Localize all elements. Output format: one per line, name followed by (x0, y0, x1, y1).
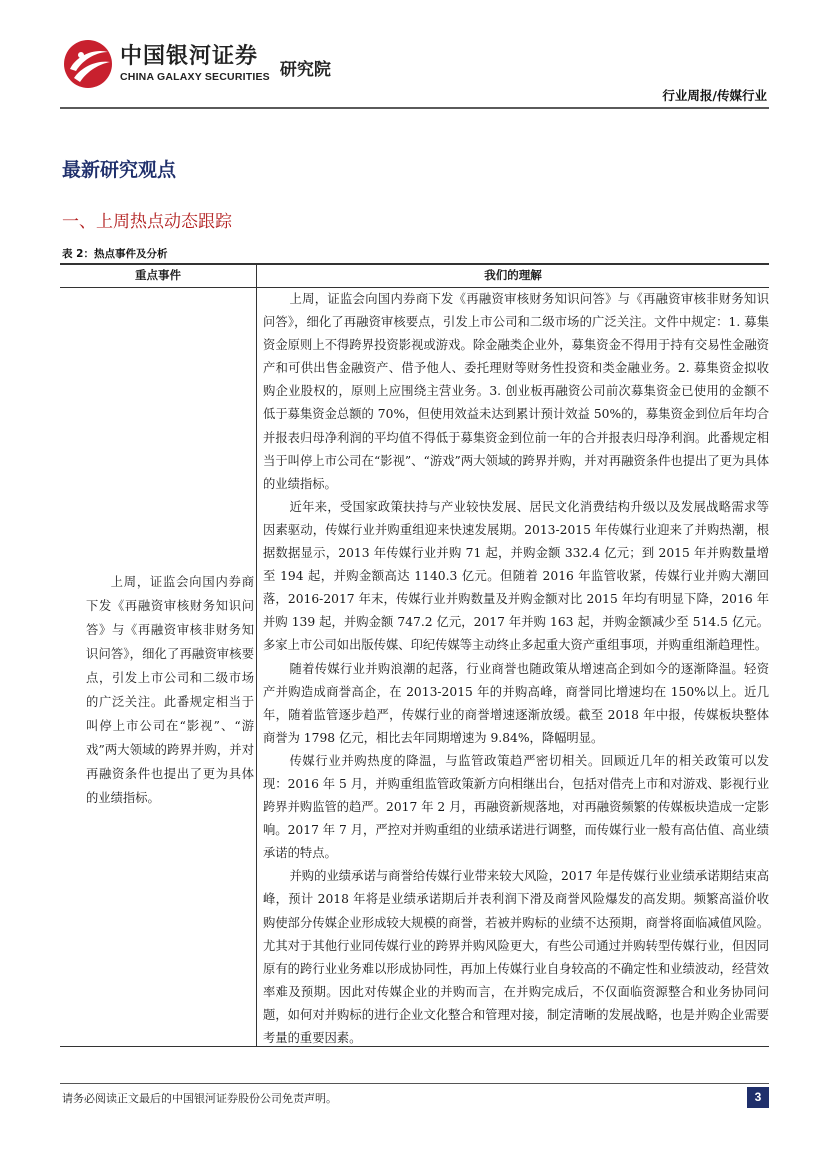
analysis-paragraph: 传媒行业并购热度的降温，与监管政策趋严密切相关。回顾近几年的相关政策可以发现：2016 年 5 月，并购重组监管政策新方向相继出台，包括对借壳上市和对游戏、影视行业跨界并购监管的趋严。2017 年 2 月，再融资新规落地，对再融资频繁的传媒板块造成一定影响。2017 年 7 月，严控对并购重组的业绩承诺进行调整，而传媒行业一般有高估值、高业绩承诺的特点。 (263, 753, 769, 861)
table-top-border (60, 263, 769, 265)
analysis-cell (263, 288, 769, 1050)
logo-chinese-name: 中国银河证券 (120, 44, 259, 69)
logo-english-name: CHINA GALAXY SECURITIES (120, 71, 270, 83)
brand-logo (62, 36, 331, 92)
analysis-paragraph: 随着传媒行业并购浪潮的起落，行业商誉也随政策从增速高企到如今的逐渐降温。轻资产并购造成商誉高企，在 2013-2015 年的并购高峰，商誉同比增速均在 150%以上。近几年，随着监管逐步趋严，传媒行业的商誉增速逐渐放缓。截至 2018 年中报，传媒板块整体商誉为 1798 亿元，相比去年同期增速为 9.84%，降幅明显。 (263, 661, 769, 745)
analysis-paragraph: 近年来，受国家政策扶持与产业较快发展、居民文化消费结构升级以及发展战略需求等因素驱动，传媒行业并购重组迎来快速发展期。2013-2015 年传媒行业迎来了并购热潮，根据数据显示，2013 年传媒行业并购 71 起，并购金额 332.4 亿元；到 2015 年并购数量增至 194 起，并购金额高达 1140.3 亿元。但随着 2016 年监管收紧，传媒行业并购大潮回落，2016-2017 年末，传媒行业并购数量及并购金额对比 2015 年均有明显下降，2016 年并购 139 起，并购金额 747.2 亿元，2017 年并购 163 起，并购金额减少至 514.5 亿元。多家上市公司如出版传媒、印纪传媒等主动终止多起重大资产重组事项，并购重组渐趋理性。 (263, 499, 769, 653)
galaxy-logo-icon (62, 38, 114, 90)
column-header-analysis: 我们的理解 (484, 268, 542, 282)
header-divider (60, 107, 769, 109)
event-summary-cell: 上周，证监会向国内券商下发《再融资审核财务知识问答》与《再融资审核非财务知识问答》，细化了再融资审核要点，引发上市公司和二级市场的广泛关注。此番规定相当于叫停上市公司在“影视”、“游戏”两大领域的跨界并购，并对再融资条件也提出了更为具体的业绩指标。 (86, 575, 254, 805)
table-column-divider (256, 263, 257, 1047)
footer-divider (60, 1083, 769, 1084)
subsection-title: 一、上周热点动态跟踪 (62, 212, 232, 232)
column-header-events: 重点事件 (135, 268, 181, 282)
hot-events-table (60, 263, 769, 1047)
footer-disclaimer: 请务必阅读正文最后的中国银河证券股份公司免责声明。 (62, 1092, 337, 1105)
table-caption: 表 2：热点事件及分析 (62, 248, 168, 260)
report-type: 行业周报/传媒行业 (662, 88, 767, 103)
logo-institute: 研究院 (279, 59, 331, 80)
analysis-paragraph: 上周，证监会向国内券商下发《再融资审核财务知识问答》与《再融资审核非财务知识问答》，细化了再融资审核要点，引发上市公司和二级市场的广泛关注。文件中规定：1. 募集资金原则上不得跨界投资影视或游戏。除金融类企业外，募集资金不得用于持有交易性金融资产和可供出售金融资产、借予他人、委托理财等财务性投资和类金融业务。2. 募集资金拟收购企业股权的，原则上应围绕主营业务。3. 创业板再融资公司前次募集资金已使用的金额不低于募集资金总额的 70%，但使用效益未达到累计预计效益 50%的，募集资金到位后年均合并报表归母净利润的平均值不得低于募集资金到位前一年的合并报表归母净利润。此番规定相当于叫停上市公司在“影视”、“游戏”两大领域的跨界并购，并对再融资条件也提出了更为具体的业绩指标。 (263, 292, 769, 491)
analysis-paragraph: 并购的业绩承诺与商誉给传媒行业带来较大风险，2017 年是传媒行业业绩承诺期结束高峰，预计 2018 年将是业绩承诺期后并表利润下滑及商誉风险爆发的高发期。频繁高溢价收购使部分传媒企业形成较大规模的商誉，若被并购标的业绩不达预期，商誉将面临减值风险。尤其对于其他行业同传媒行业的跨界并购风险更大，有些公司通过并购转型传媒行业，但因同原有的跨行业业务难以形成协同性，再加上传媒行业自身较高的不确定性和业绩波动，经营效率难及预期。因此对传媒企业的并购而言，在并购完成后，不仅面临资源整合和业务协同问题，如何对并购标的进行企业文化整合和管理对接，制定清晰的发展战略，也是并购企业需要考量的重要因素。 (263, 869, 769, 1045)
page-number: 3 (747, 1087, 769, 1108)
section-title: 最新研究观点 (62, 159, 177, 181)
